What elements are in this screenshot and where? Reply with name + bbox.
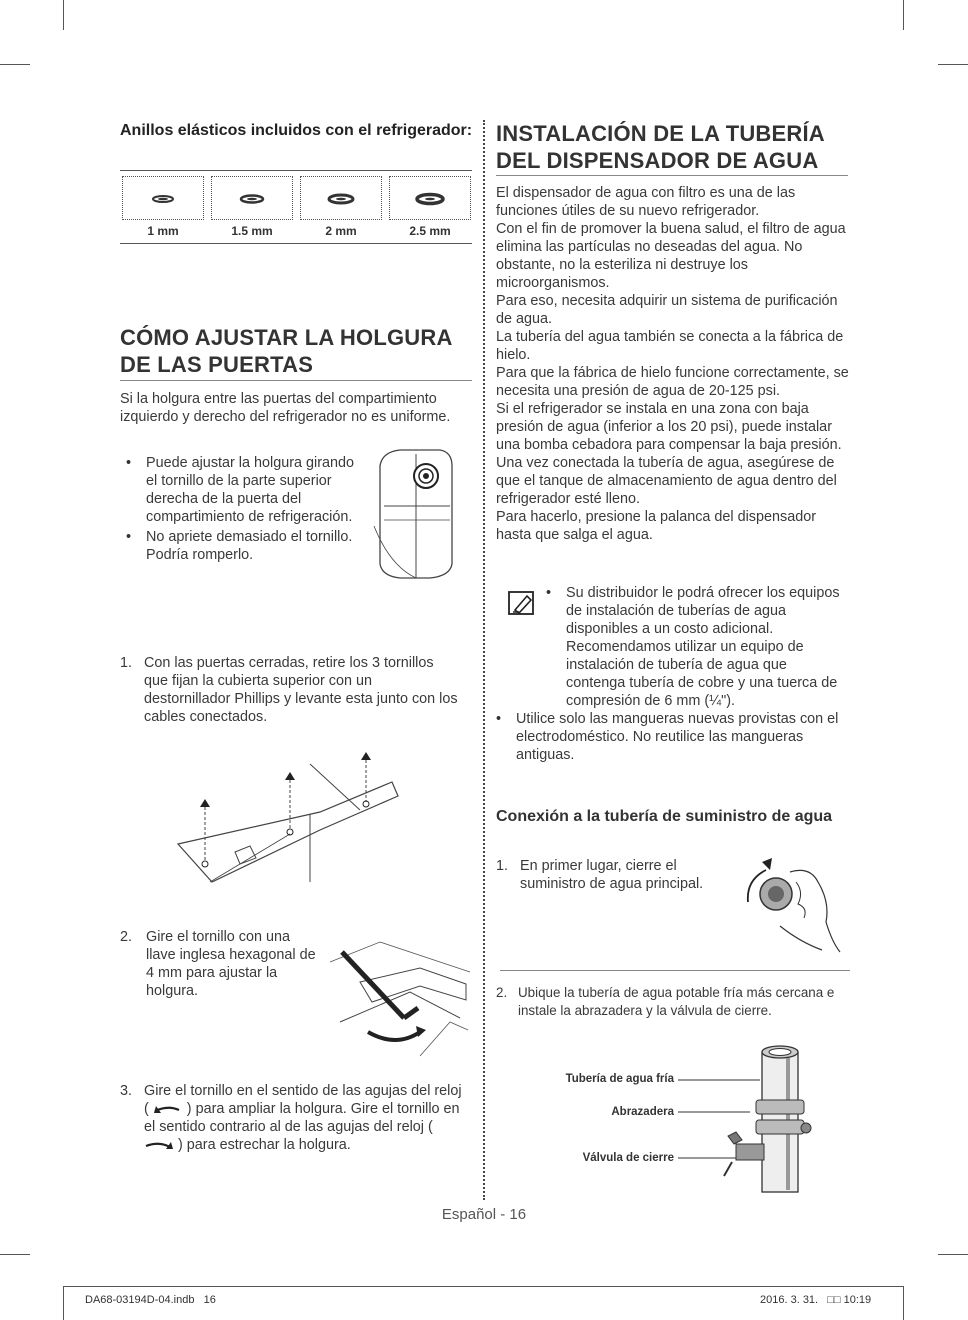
section-title-line: CÓMO AJUSTAR LA HOLGURA: [120, 325, 453, 350]
note-text: • Utilice solo las mangueras nuevas provistas con el electrodoméstico. No reutilice las mangueras antiguas.: [490, 710, 850, 764]
ring-size-label: 2.5 mm: [409, 224, 451, 238]
section-rule: [120, 380, 472, 381]
clockwise-arrow-icon: [153, 1103, 183, 1115]
label-shutoff-valve: Válvula de cierre: [582, 1152, 674, 1164]
note-icon: [507, 588, 537, 618]
section-title-water-line: [496, 120, 825, 174]
ring-size-label: 2 mm: [325, 224, 357, 238]
top-cover-screws-illustration: [170, 744, 410, 884]
crop-mark: [903, 0, 904, 30]
water-step-1: [496, 857, 706, 893]
ring-box: [122, 176, 204, 220]
elastic-ring-icon: [212, 177, 292, 219]
crop-mark: [938, 1254, 968, 1255]
step-number: 1.: [120, 655, 133, 671]
ring-box: [211, 176, 293, 220]
section-title-line: DE LAS PUERTAS: [120, 352, 314, 377]
elastic-ring-icon: [301, 177, 381, 219]
paragraph: La tubería del agua también se conecta a la fábrica de hielo.: [496, 329, 844, 363]
paragraph: Si el refrigerador se instala en una zona con baja presión de agua (inferior a los 20 psi), puede instalar una bomba cebadora para compensar la baja presión.: [496, 401, 842, 453]
refrigerator-illustration: [370, 446, 460, 586]
note-text: • Su distribuidor le podrá ofrecer los equipos de instalación de tuberías de agua disponibles a un costo adicional. Recomendamos utilizar un equipo de instalación de tubería de agua que contenga tubería de cobre y una tuerca de compresión de 6 mm (¼").: [540, 584, 850, 710]
bullet-text: • No apriete demasiado el tornillo.: [146, 529, 353, 545]
hex-wrench-illustration: [320, 922, 472, 1058]
ring-size-label: 1 mm: [147, 224, 179, 238]
bullet-list: [120, 454, 360, 564]
section-rule: [496, 175, 848, 176]
crop-mark: [938, 64, 968, 65]
step-text-part: ) para estrechar la holgura.: [178, 1137, 351, 1153]
label-cold-water-pipe: Tubería de agua fría: [565, 1073, 674, 1085]
file-slug: DA68-03194D-04.indb 16: [85, 1294, 216, 1306]
elastic-ring-icon: [123, 177, 203, 219]
crop-mark: [63, 1286, 64, 1320]
bullet-item: [120, 528, 360, 564]
counterclockwise-arrow-icon: [144, 1139, 174, 1151]
step-1: [120, 654, 460, 726]
step-text-part: ) para ampliar la holgura. Gire el tornillo en el sentido contrario al de las agujas del reloj (: [144, 1101, 460, 1135]
section-title-line: INSTALACIÓN DE LA TUBERÍA: [496, 121, 825, 146]
elastic-ring-icon: [390, 177, 470, 219]
bullet-item: [120, 454, 360, 526]
subheading-water-supply: Conexión a la tubería de suministro de agua: [496, 808, 833, 825]
paragraph: El dispensador de agua con filtro es una de las funciones útiles de su nuevo refrigerador.: [496, 185, 796, 219]
step-text: Gire el tornillo con una llave inglesa hexagonal de 4 mm para ajustar la holgura.: [146, 929, 316, 999]
note-bullet: [540, 584, 850, 710]
paragraph: Con el fin de promover la buena salud, el filtro de agua elimina las partículas no deseadas del agua. No obstante, no la esteriliza ni destruye los microorganismos.: [496, 221, 846, 291]
pipe-clamp-valve-illustration: [676, 1040, 856, 1200]
column-divider: [483, 120, 485, 1200]
step-3: [120, 1082, 465, 1154]
crop-mark: [63, 0, 64, 30]
rings-top-rule: [120, 170, 472, 171]
paragraph: Para que la fábrica de hielo funcione correctamente, se necesita una presión de agua de 20-125 psi.: [496, 365, 849, 399]
rings-title: Anillos elásticos incluidos con el refrigerador:: [120, 122, 473, 139]
step-number: 2.: [496, 985, 508, 1000]
step-number: 3.: [120, 1083, 133, 1099]
ring-box: [300, 176, 382, 220]
step-text: En primer lugar, cierre el suministro de agua principal.: [520, 858, 704, 892]
ring-box: [389, 176, 471, 220]
slug-rule: [63, 1286, 904, 1287]
step-2: [120, 928, 320, 1000]
note-bullet: [490, 710, 850, 764]
crop-mark: [903, 1286, 904, 1320]
bullet-text: Podría romperlo.: [146, 547, 254, 563]
crop-mark: [0, 1254, 30, 1255]
paragraph: Para eso, necesita adquirir un sistema de purificación de agua.: [496, 293, 838, 327]
bullet-text: Puede ajustar la holgura girando el tornillo de la parte superior derecha de la puerta del compartimiento de refrigeración.: [146, 455, 355, 525]
paragraph: Una vez conectada la tubería de agua, asegúrese de que el tanque de almacenamiento de agua dentro del refrigerador esté lleno.: [496, 455, 837, 507]
crop-mark: [0, 64, 30, 65]
water-intro-text: [496, 184, 852, 544]
step-text: [120, 1082, 465, 1154]
label-clamp: Abrazadera: [611, 1106, 674, 1118]
ring-size-label: 1.5 mm: [231, 224, 273, 238]
section-title-door-gap: [120, 324, 453, 378]
step-text: Ubique la tubería de agua potable fría más cercana e instale la abrazadera y la válvula de cierre.: [518, 985, 835, 1018]
step-divider: [500, 970, 850, 971]
rings-figure: [122, 176, 472, 242]
page-number: Español - 16: [441, 1206, 527, 1223]
step-text-part: Gire el tornillo en el sentido de las agujas del reloj (: [144, 1083, 462, 1117]
step-number: 2.: [120, 929, 133, 945]
date-slug: 2016. 3. 31. □□ 10:19: [760, 1294, 872, 1306]
intro-text: Si la holgura entre las puertas del compartimiento izquierdo y derecho del refrigerador no es uniforme.: [120, 391, 451, 425]
section-title-line: DEL DISPENSADOR DE AGUA: [496, 148, 819, 173]
step-text: Con las puertas cerradas, retire los 3 tornillos que fijan la cubierta superior con un destornillador Phillips y levante esta junto con los cables conectados.: [144, 655, 458, 725]
water-step-2: [496, 984, 852, 1020]
shutoff-valve-hand-illustration: [740, 852, 846, 958]
rings-bottom-rule: [120, 243, 472, 244]
step-number: 1.: [496, 858, 509, 874]
paragraph: Para hacerlo, presione la palanca del dispensador hasta que salga el agua.: [496, 509, 817, 543]
